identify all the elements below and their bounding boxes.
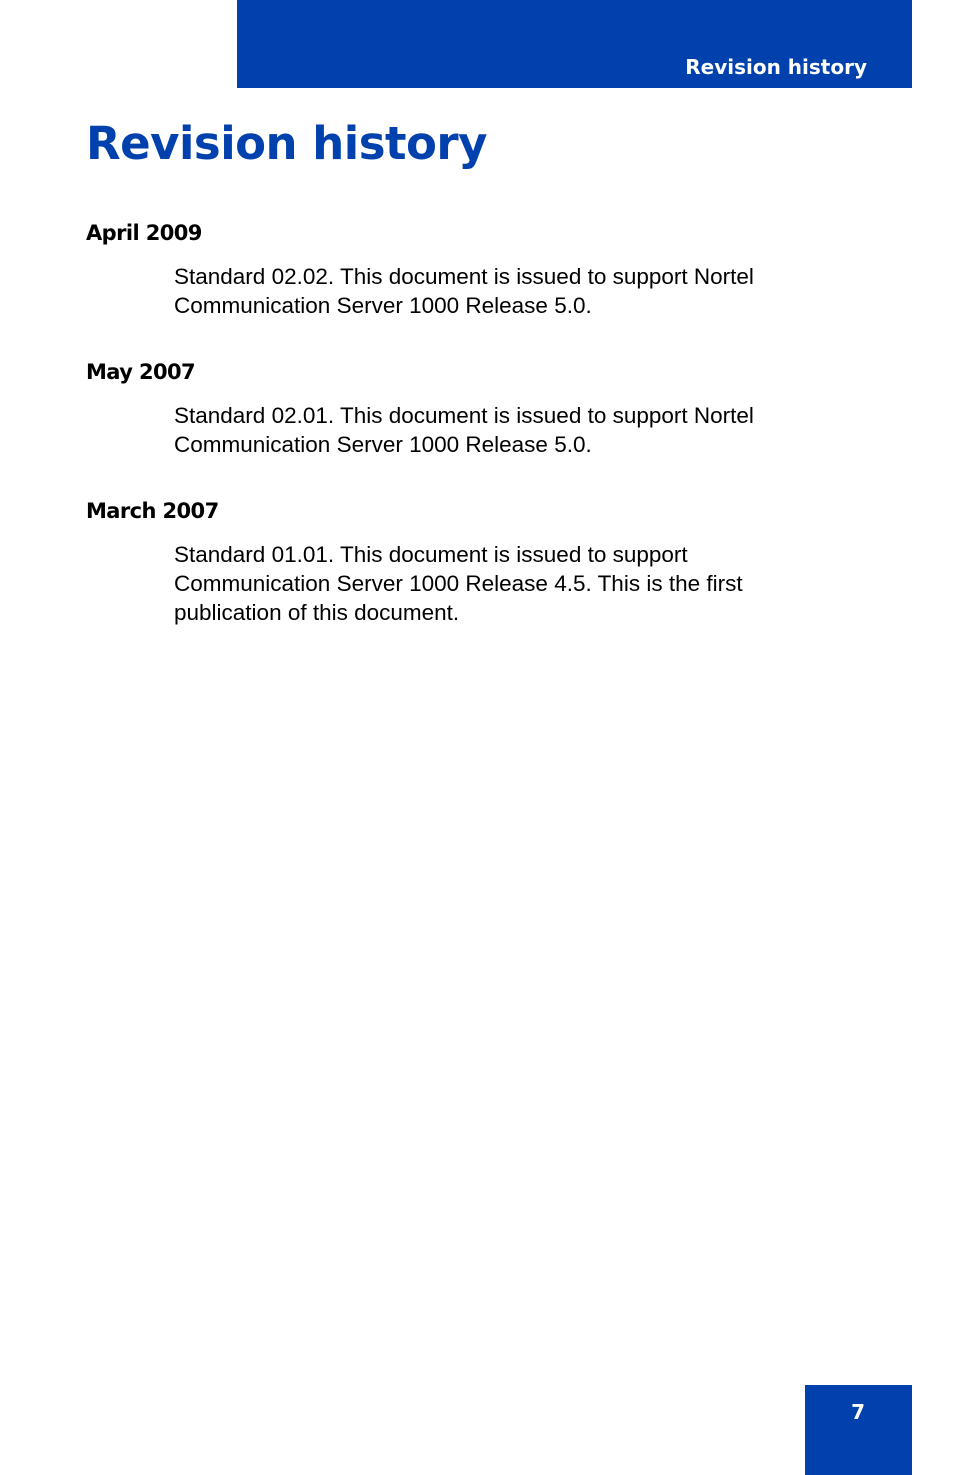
running-header-title: Revision history xyxy=(685,55,867,79)
revision-description: Standard 02.02. This document is issued to support Nortel Communication Server 1000 Release 5.0. xyxy=(174,264,754,318)
revision-date: March 2007 xyxy=(86,499,219,523)
revision-date: May 2007 xyxy=(86,360,196,384)
page-number: 7 xyxy=(851,1400,865,1424)
page-number-band xyxy=(805,1385,912,1475)
revision-entry xyxy=(86,218,846,320)
revision-entry xyxy=(86,357,846,459)
revision-list xyxy=(86,218,846,664)
revision-date: April 2009 xyxy=(86,221,202,245)
header-band xyxy=(237,0,912,88)
revision-entry xyxy=(86,496,846,627)
page-title: Revision history xyxy=(86,117,487,170)
revision-description: Standard 02.01. This document is issued to support Nortel Communication Server 1000 Release 5.0. xyxy=(174,403,754,457)
revision-description: Standard 01.01. This document is issued to support Communication Server 1000 Release 4.5. This is the first publication of this document. xyxy=(174,542,743,625)
